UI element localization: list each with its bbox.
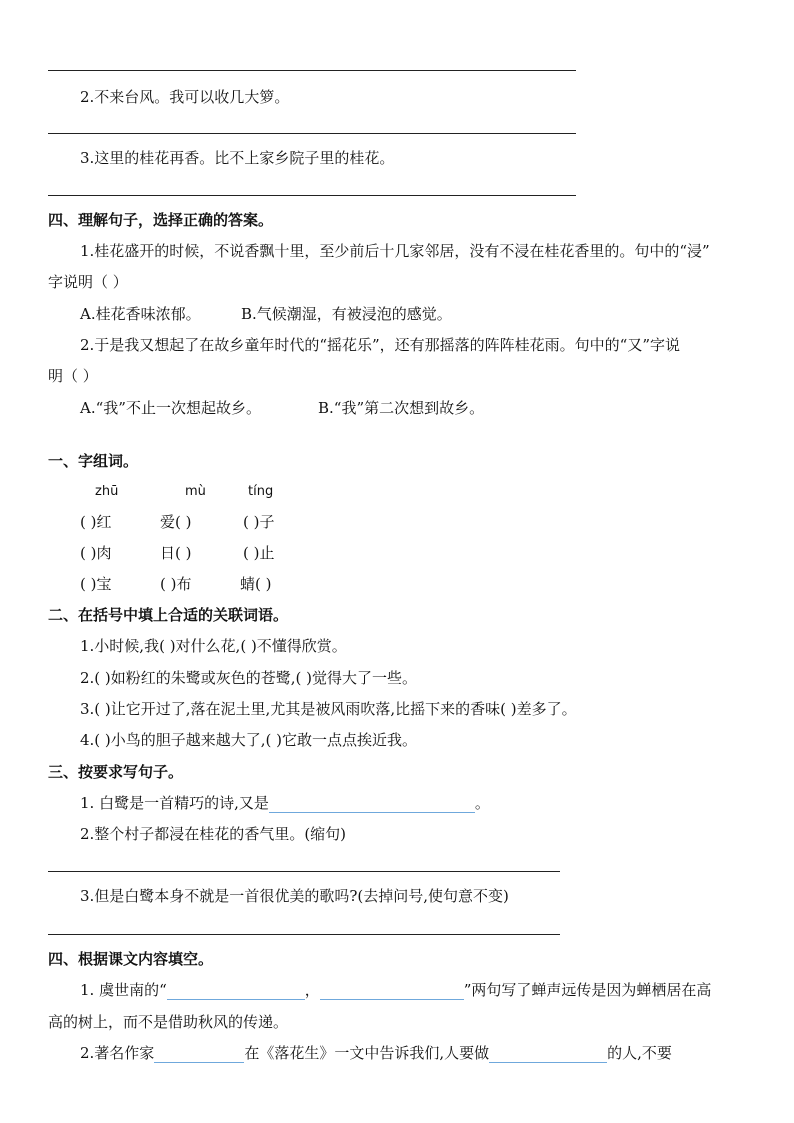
section-heading: 二、在括号中填上合适的关联词语。 bbox=[48, 606, 289, 624]
word-blank: ( )子 bbox=[243, 513, 275, 531]
word-blank: ( )肉 bbox=[80, 544, 112, 562]
fill-item: 4.( )小鸟的胆子越来越大了,( )它敢一点点挨近我。 bbox=[80, 731, 418, 749]
fill-item: 1.小时候,我( )对什么花,( )不懂得欣赏。 bbox=[80, 637, 347, 655]
answer-blank[interactable] bbox=[489, 1046, 607, 1063]
question-1-text-cont: 字说明（ ） bbox=[48, 273, 128, 291]
answer-line bbox=[48, 195, 576, 196]
word-blank: ( )布 bbox=[160, 575, 192, 593]
sentence-item-3: 3.这里的桂花再香。比不上家乡院子里的桂花。 bbox=[80, 149, 395, 167]
fill-text-item-1 bbox=[80, 980, 711, 1000]
rewrite-item-3: 3.但是白鹭本身不就是一首很优美的歌吗?(去掉问号,使句意不变) bbox=[80, 887, 509, 905]
rewrite-item-1 bbox=[80, 793, 490, 813]
fill-text: 1. 虞世南的“ bbox=[80, 981, 167, 999]
fill-text: 的人,不要 bbox=[607, 1044, 672, 1062]
section-heading: 一、字组词。 bbox=[48, 452, 139, 470]
word-blank: 蜻( ) bbox=[240, 575, 272, 593]
option-b: B.“我”第二次想到故乡。 bbox=[318, 399, 485, 417]
pinyin-label: tíng bbox=[248, 484, 274, 499]
rewrite-item-1-end: 。 bbox=[474, 794, 490, 812]
pinyin-label: zhū bbox=[95, 484, 119, 499]
fill-text: ”两句写了蝉声远传是因为蝉栖居在高 bbox=[463, 981, 712, 999]
option-a: A.桂花香味浓郁。 bbox=[80, 305, 201, 323]
pinyin-label: mù bbox=[185, 484, 206, 499]
fill-text: 2.著名作家 bbox=[80, 1044, 155, 1062]
fill-text-item-2 bbox=[80, 1043, 672, 1063]
answer-line bbox=[48, 871, 560, 872]
word-blank: ( )止 bbox=[243, 544, 275, 562]
rewrite-item-2: 2.整个村子都浸在桂花的香气里。(缩句) bbox=[80, 825, 347, 843]
fill-text: ， bbox=[304, 981, 320, 999]
option-b: B.气候潮湿，有被浸泡的感觉。 bbox=[241, 305, 452, 323]
word-blank: 日( ) bbox=[160, 544, 192, 562]
option-a: A.“我”不止一次想起故乡。 bbox=[80, 399, 261, 417]
section-heading: 四、理解句子，选择正确的答案。 bbox=[48, 211, 274, 229]
question-1-text: 1.桂花盛开的时候，不说香飘十里，至少前后十几家邻居，没有不浸在桂花香里的。句中的“浸” bbox=[80, 242, 710, 260]
word-blank: ( )宝 bbox=[80, 575, 112, 593]
fill-text: 在《落花生》一文中告诉我们,人要做 bbox=[244, 1044, 490, 1062]
section-heading: 四、根据课文内容填空。 bbox=[48, 950, 214, 968]
question-2-text-cont: 明（ ） bbox=[48, 367, 98, 385]
answer-blank[interactable] bbox=[154, 1046, 244, 1063]
answer-line bbox=[48, 934, 560, 935]
section-heading: 三、按要求写句子。 bbox=[48, 763, 184, 781]
answer-line bbox=[48, 133, 576, 134]
answer-blank[interactable] bbox=[320, 983, 464, 1000]
fill-text-item-1-cont: 高的树上，而不是借助秋风的传递。 bbox=[48, 1013, 289, 1031]
word-blank: ( )红 bbox=[80, 513, 112, 531]
sentence-item-2: 2.不来台风。我可以收几大箩。 bbox=[80, 88, 290, 106]
question-2-text: 2.于是我又想起了在故乡童年时代的“摇花乐”，还有那摇落的阵阵桂花雨。句中的“又”字说 bbox=[80, 336, 680, 354]
answer-blank[interactable] bbox=[167, 983, 305, 1000]
word-blank: 爱( ) bbox=[160, 513, 192, 531]
fill-item: 2.( )如粉红的朱鹭或灰色的苍鹭,( )觉得大了一些。 bbox=[80, 669, 418, 687]
answer-blank[interactable] bbox=[269, 796, 475, 813]
fill-item: 3.( )让它开过了,落在泥土里,尤其是被风雨吹落,比摇下来的香味( )差多了。 bbox=[80, 700, 577, 718]
rewrite-item-1-text: 1. 白鹭是一首精巧的诗,又是 bbox=[80, 794, 269, 812]
answer-line bbox=[48, 70, 576, 71]
